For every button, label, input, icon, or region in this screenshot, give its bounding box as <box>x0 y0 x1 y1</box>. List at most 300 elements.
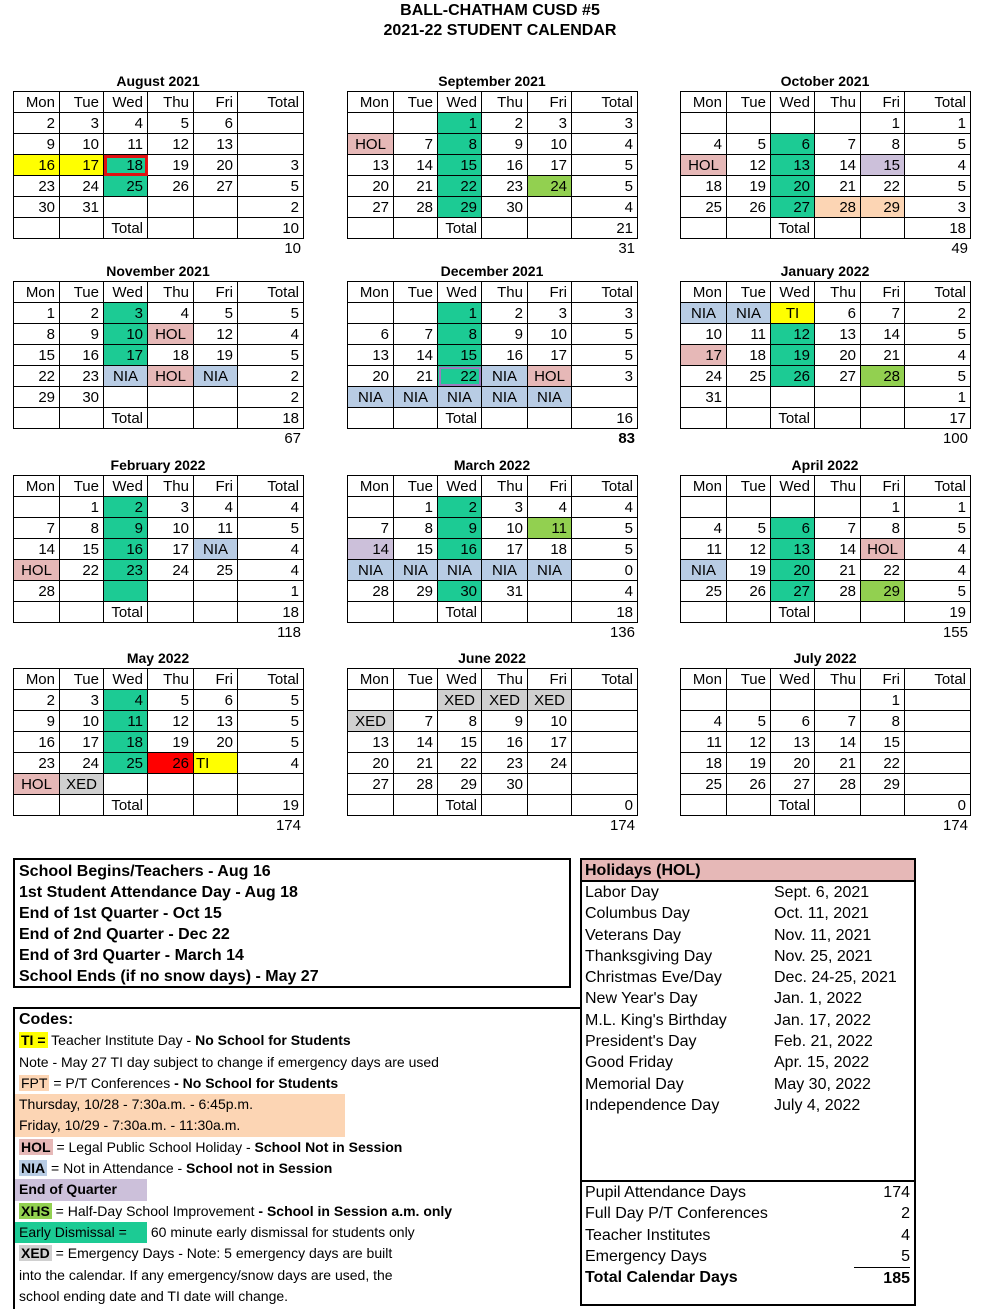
day-header: Total <box>572 476 638 497</box>
week-row <box>681 539 971 560</box>
empty-cell <box>148 795 194 816</box>
day-cell: NIA <box>394 387 438 408</box>
day-cell <box>348 690 394 711</box>
empty-cell <box>194 218 238 239</box>
week-total: 4 <box>572 497 638 518</box>
code-hol-swatch: HOL <box>21 1138 51 1155</box>
day-header: Tue <box>394 282 438 303</box>
holiday-date: Apr. 15, 2022 <box>774 1054 870 1072</box>
day-cell: 3 <box>104 303 148 324</box>
day-header: Thu <box>815 282 861 303</box>
week-total: 4 <box>905 539 971 560</box>
month-march-2022 <box>347 455 637 642</box>
day-header: Fri <box>194 282 238 303</box>
day-cell: 13 <box>348 345 394 366</box>
day-cell: 22 <box>438 753 482 774</box>
month-total-value: 19 <box>905 602 971 623</box>
day-header: Thu <box>815 476 861 497</box>
day-cell: 16 <box>482 345 528 366</box>
day-cell: HOL <box>148 324 194 345</box>
day-cell: XED <box>482 690 528 711</box>
week-total <box>572 387 638 408</box>
day-cell: 27 <box>194 176 238 197</box>
day-header: Thu <box>482 282 528 303</box>
day-cell: 21 <box>394 366 438 387</box>
day-header: Wed <box>771 92 815 113</box>
holiday-row <box>582 988 914 1009</box>
day-cell <box>148 197 194 218</box>
month-total-value: 18 <box>572 602 638 623</box>
day-cell: 9 <box>482 711 528 732</box>
month-total-label: Total <box>438 795 482 816</box>
day-cell <box>148 387 194 408</box>
day-cell: 14 <box>394 155 438 176</box>
day-cell: XED <box>438 690 482 711</box>
day-cell: 16 <box>14 155 60 176</box>
day-header: Thu <box>482 476 528 497</box>
day-cell: 25 <box>681 774 727 795</box>
day-cell <box>528 581 572 602</box>
summary-row <box>582 1182 914 1203</box>
month-title: May 2022 <box>126 650 190 666</box>
week-total: 4 <box>238 753 304 774</box>
day-header: Mon <box>681 669 727 690</box>
day-cell: 4 <box>104 690 148 711</box>
code-xed-line3: school ending date and TI date will change. <box>19 1287 289 1304</box>
day-header: Total <box>238 282 304 303</box>
code-nia-emphasis: School not in Session <box>186 1160 333 1177</box>
day-cell: 4 <box>681 134 727 155</box>
week-row <box>348 176 638 197</box>
holiday-date: Feb. 21, 2022 <box>774 1033 873 1051</box>
code-ti-swatch: TI = <box>21 1032 46 1049</box>
week-total: 3 <box>572 366 638 387</box>
empty-cell <box>815 218 861 239</box>
day-cell: HOL <box>861 539 905 560</box>
day-cell: 11 <box>528 518 572 539</box>
day-cell: 14 <box>394 345 438 366</box>
day-cell: 9 <box>14 711 60 732</box>
week-row <box>14 753 304 774</box>
day-cell: 29 <box>14 387 60 408</box>
week-row <box>14 497 304 518</box>
day-cell: 21 <box>815 753 861 774</box>
day-cell: 1 <box>861 497 905 518</box>
empty-cell <box>394 408 438 429</box>
day-cell: 15 <box>438 155 482 176</box>
week-row <box>681 345 971 366</box>
empty-cell <box>482 795 528 816</box>
day-cell: XED <box>60 774 104 795</box>
week-row <box>681 155 971 176</box>
day-cell: 28 <box>861 366 905 387</box>
day-cell: 31 <box>60 197 104 218</box>
day-cell: 20 <box>815 345 861 366</box>
day-cell: 15 <box>14 345 60 366</box>
day-header: Tue <box>60 282 104 303</box>
week-total: 5 <box>905 134 971 155</box>
empty-cell <box>14 602 60 623</box>
day-header: Fri <box>194 476 238 497</box>
month-total-label: Total <box>104 408 148 429</box>
month-title: March 2022 <box>453 457 531 473</box>
day-header: Wed <box>771 476 815 497</box>
holiday-name: Good Friday <box>585 1054 674 1072</box>
day-cell: NIA <box>394 560 438 581</box>
week-total: 5 <box>905 176 971 197</box>
week-row <box>681 690 971 711</box>
empty-cell <box>14 218 60 239</box>
month-title: October 2021 <box>780 73 870 89</box>
month-title: December 2021 <box>440 263 544 279</box>
day-header: Thu <box>815 669 861 690</box>
day-cell: 7 <box>394 711 438 732</box>
week-row <box>348 134 638 155</box>
day-header: Fri <box>194 92 238 113</box>
week-row <box>681 732 971 753</box>
holidays-table-spacer <box>580 1114 916 1180</box>
day-header: Tue <box>727 476 771 497</box>
day-cell: 14 <box>394 732 438 753</box>
day-cell: 15 <box>861 732 905 753</box>
week-row <box>348 690 638 711</box>
day-cell: 9 <box>482 324 528 345</box>
month-total-value: 0 <box>905 795 971 816</box>
day-header: Total <box>572 669 638 690</box>
day-header: Tue <box>60 669 104 690</box>
week-total: 1 <box>905 113 971 134</box>
day-cell: 12 <box>148 711 194 732</box>
month-total-value: 17 <box>905 408 971 429</box>
month-title: September 2021 <box>438 73 546 89</box>
day-cell: 3 <box>148 497 194 518</box>
cumulative-total: 67 <box>284 430 301 447</box>
empty-cell <box>348 218 394 239</box>
week-total: 4 <box>572 197 638 218</box>
code-fpt-desc: = P/T Conferences <box>49 1074 175 1091</box>
day-cell <box>348 497 394 518</box>
day-cell: 17 <box>528 732 572 753</box>
cumulative-total: 155 <box>942 624 968 641</box>
day-cell: 10 <box>60 134 104 155</box>
day-cell: 10 <box>482 518 528 539</box>
day-cell: 28 <box>394 197 438 218</box>
month-total-row <box>14 408 304 429</box>
week-row <box>14 518 304 539</box>
week-total: 5 <box>238 690 304 711</box>
week-row <box>348 497 638 518</box>
day-cell: 1 <box>438 113 482 134</box>
day-cell: 13 <box>771 155 815 176</box>
week-row <box>14 366 304 387</box>
week-row <box>14 732 304 753</box>
day-header: Fri <box>861 669 905 690</box>
day-cell: 15 <box>861 155 905 176</box>
day-cell: 21 <box>394 753 438 774</box>
month-june-2022 <box>347 648 637 835</box>
summary-value: 174 <box>883 1184 910 1201</box>
holidays-table <box>580 858 916 1116</box>
week-row <box>681 176 971 197</box>
day-cell: 26 <box>727 774 771 795</box>
day-cell: 29 <box>861 581 905 602</box>
day-cell: NIA <box>482 366 528 387</box>
month-title: July 2022 <box>793 650 857 666</box>
day-cell <box>394 113 438 134</box>
day-cell: 18 <box>148 345 194 366</box>
month-table <box>680 475 971 623</box>
day-cell: 25 <box>194 560 238 581</box>
day-cell: 10 <box>148 518 194 539</box>
code-early-dismissal <box>15 1222 580 1243</box>
month-september-2021 <box>347 71 637 258</box>
day-cell: 15 <box>438 345 482 366</box>
day-cell: 13 <box>771 732 815 753</box>
day-cell: 2 <box>438 497 482 518</box>
empty-cell <box>482 602 528 623</box>
day-cell: 20 <box>771 176 815 197</box>
code-fpt-swatch: FPT <box>21 1074 48 1091</box>
code-early-dismissal-swatch: Early Dismissal = <box>15 1222 147 1243</box>
empty-cell <box>348 408 394 429</box>
key-dates-box <box>13 858 571 988</box>
day-cell: 29 <box>438 774 482 795</box>
week-total: 5 <box>238 711 304 732</box>
day-cell: 26 <box>727 581 771 602</box>
empty-cell <box>861 602 905 623</box>
empty-cell <box>14 408 60 429</box>
week-row <box>14 197 304 218</box>
week-total: 5 <box>905 366 971 387</box>
week-row <box>14 711 304 732</box>
day-cell <box>771 387 815 408</box>
codes-legend <box>13 1007 580 1309</box>
day-cell: 14 <box>14 539 60 560</box>
month-may-2022 <box>13 648 303 835</box>
empty-cell <box>14 795 60 816</box>
week-total: 5 <box>238 303 304 324</box>
day-cell: 8 <box>438 324 482 345</box>
week-total: 3 <box>572 113 638 134</box>
day-cell: 19 <box>148 732 194 753</box>
key-date-end-q3: End of 3rd Quarter - March 14 <box>19 947 244 964</box>
month-total-row <box>14 795 304 816</box>
day-cell: 30 <box>60 387 104 408</box>
day-cell: 16 <box>482 732 528 753</box>
day-cell: 14 <box>815 155 861 176</box>
day-header: Thu <box>148 669 194 690</box>
week-row <box>681 134 971 155</box>
day-cell: 3 <box>60 113 104 134</box>
month-october-2021 <box>680 71 970 258</box>
day-cell: 15 <box>394 539 438 560</box>
day-cell <box>681 690 727 711</box>
month-table <box>347 475 638 623</box>
day-cell: 17 <box>148 539 194 560</box>
day-cell: 16 <box>438 539 482 560</box>
key-date-school-ends: School Ends (if no snow days) - May 27 <box>19 968 319 985</box>
holiday-name: M.L. King's Birthday <box>585 1011 727 1029</box>
day-cell: 12 <box>771 324 815 345</box>
week-row <box>14 387 304 408</box>
week-total: 4 <box>238 560 304 581</box>
day-cell: 12 <box>727 155 771 176</box>
code-xhs <box>15 1201 580 1222</box>
day-cell: 5 <box>148 113 194 134</box>
calendar-title: 2021-22 STUDENT CALENDAR <box>383 22 617 39</box>
month-total-value: 19 <box>238 795 304 816</box>
day-cell: 18 <box>528 539 572 560</box>
day-cell: 3 <box>528 113 572 134</box>
day-cell: 1 <box>861 113 905 134</box>
empty-cell <box>727 218 771 239</box>
day-cell: 8 <box>861 711 905 732</box>
day-cell: 8 <box>438 711 482 732</box>
day-cell: 10 <box>60 711 104 732</box>
day-cell <box>60 581 104 602</box>
empty-cell <box>727 408 771 429</box>
day-header: Thu <box>148 92 194 113</box>
day-cell: 4 <box>148 303 194 324</box>
empty-cell <box>60 602 104 623</box>
day-cell: 21 <box>861 345 905 366</box>
cumulative-total: 174 <box>275 817 301 834</box>
day-cell: 30 <box>482 197 528 218</box>
day-cell: 18 <box>104 732 148 753</box>
week-row <box>348 345 638 366</box>
holiday-row <box>582 946 914 967</box>
day-cell: 2 <box>104 497 148 518</box>
day-cell: 12 <box>148 134 194 155</box>
day-header: Total <box>238 92 304 113</box>
holiday-name: Memorial Day <box>585 1075 684 1093</box>
cumulative-total: 83 <box>618 430 635 447</box>
day-cell: 17 <box>60 732 104 753</box>
empty-cell <box>815 602 861 623</box>
day-cell: 20 <box>771 560 815 581</box>
week-row <box>681 324 971 345</box>
day-cell <box>681 497 727 518</box>
day-cell <box>148 774 194 795</box>
month-total-label: Total <box>438 602 482 623</box>
holidays-title: Holidays (HOL) <box>582 860 914 882</box>
day-cell: 19 <box>771 345 815 366</box>
day-cell: NIA <box>438 387 482 408</box>
day-header: Thu <box>482 669 528 690</box>
day-header: Total <box>905 669 971 690</box>
day-cell: 21 <box>815 560 861 581</box>
empty-cell <box>482 218 528 239</box>
empty-cell <box>194 795 238 816</box>
month-total-value: 18 <box>238 602 304 623</box>
day-cell: 13 <box>348 732 394 753</box>
holiday-date: Sept. 6, 2021 <box>774 884 870 901</box>
week-total <box>572 774 638 795</box>
empty-cell <box>148 602 194 623</box>
month-february-2022 <box>13 455 303 642</box>
day-cell: 30 <box>482 774 528 795</box>
day-cell: 2 <box>482 113 528 134</box>
calendar-school-name: BALL-CHATHAM CUSD #5 <box>400 2 600 19</box>
empty-cell <box>528 408 572 429</box>
empty-cell <box>348 795 394 816</box>
day-cell: 27 <box>771 581 815 602</box>
week-total: 5 <box>572 518 638 539</box>
week-row <box>14 324 304 345</box>
day-cell: 20 <box>348 176 394 197</box>
week-total: 2 <box>238 197 304 218</box>
week-row <box>14 113 304 134</box>
day-cell: HOL <box>148 366 194 387</box>
empty-cell <box>394 795 438 816</box>
day-cell: 6 <box>771 134 815 155</box>
code-eoq <box>15 1179 580 1200</box>
cumulative-total: 136 <box>609 624 635 641</box>
week-total: 0 <box>572 560 638 581</box>
day-cell: 9 <box>482 134 528 155</box>
day-cell: 11 <box>727 324 771 345</box>
empty-cell <box>348 602 394 623</box>
empty-cell <box>815 408 861 429</box>
day-cell: 27 <box>771 197 815 218</box>
day-cell: 22 <box>60 560 104 581</box>
day-cell: 19 <box>148 155 194 176</box>
day-cell: 17 <box>528 345 572 366</box>
day-cell: NIA <box>348 387 394 408</box>
holiday-name: Veterans Day <box>585 926 682 944</box>
day-cell: 4 <box>528 497 572 518</box>
week-row <box>14 155 304 176</box>
day-cell: 1 <box>861 690 905 711</box>
day-cell: 21 <box>394 176 438 197</box>
day-cell: 29 <box>861 774 905 795</box>
code-fpt <box>15 1073 580 1094</box>
day-cell: 25 <box>104 753 148 774</box>
day-header: Mon <box>14 92 60 113</box>
holidays-list <box>582 882 914 1116</box>
key-date-school-begins: School Begins/Teachers - Aug 16 <box>19 863 271 880</box>
day-cell: 1 <box>14 303 60 324</box>
day-cell: NIA <box>104 366 148 387</box>
holiday-name: Independence Day <box>585 1096 720 1114</box>
holiday-row <box>582 925 914 946</box>
month-total-label: Total <box>771 218 815 239</box>
code-xed-line2: into the calendar. If any emergency/snow days are used, the <box>19 1266 393 1283</box>
day-cell: 16 <box>14 732 60 753</box>
month-total-label: Total <box>104 218 148 239</box>
day-cell: NIA <box>194 366 238 387</box>
code-fpt-line2 <box>15 1115 580 1136</box>
day-cell: 12 <box>727 732 771 753</box>
empty-cell <box>528 218 572 239</box>
month-title: April 2022 <box>791 457 859 473</box>
day-cell: HOL <box>528 366 572 387</box>
day-cell <box>681 113 727 134</box>
day-cell: 12 <box>727 539 771 560</box>
week-row <box>681 753 971 774</box>
code-fpt-emphasis: - No School for Students <box>174 1074 339 1091</box>
week-total <box>905 711 971 732</box>
month-total-label: Total <box>771 795 815 816</box>
month-table <box>13 281 304 429</box>
day-cell: 28 <box>815 581 861 602</box>
day-cell: 14 <box>815 539 861 560</box>
week-total: 5 <box>572 155 638 176</box>
day-cell: 19 <box>727 176 771 197</box>
week-total: 5 <box>905 518 971 539</box>
day-cell <box>815 497 861 518</box>
day-cell: 23 <box>60 366 104 387</box>
